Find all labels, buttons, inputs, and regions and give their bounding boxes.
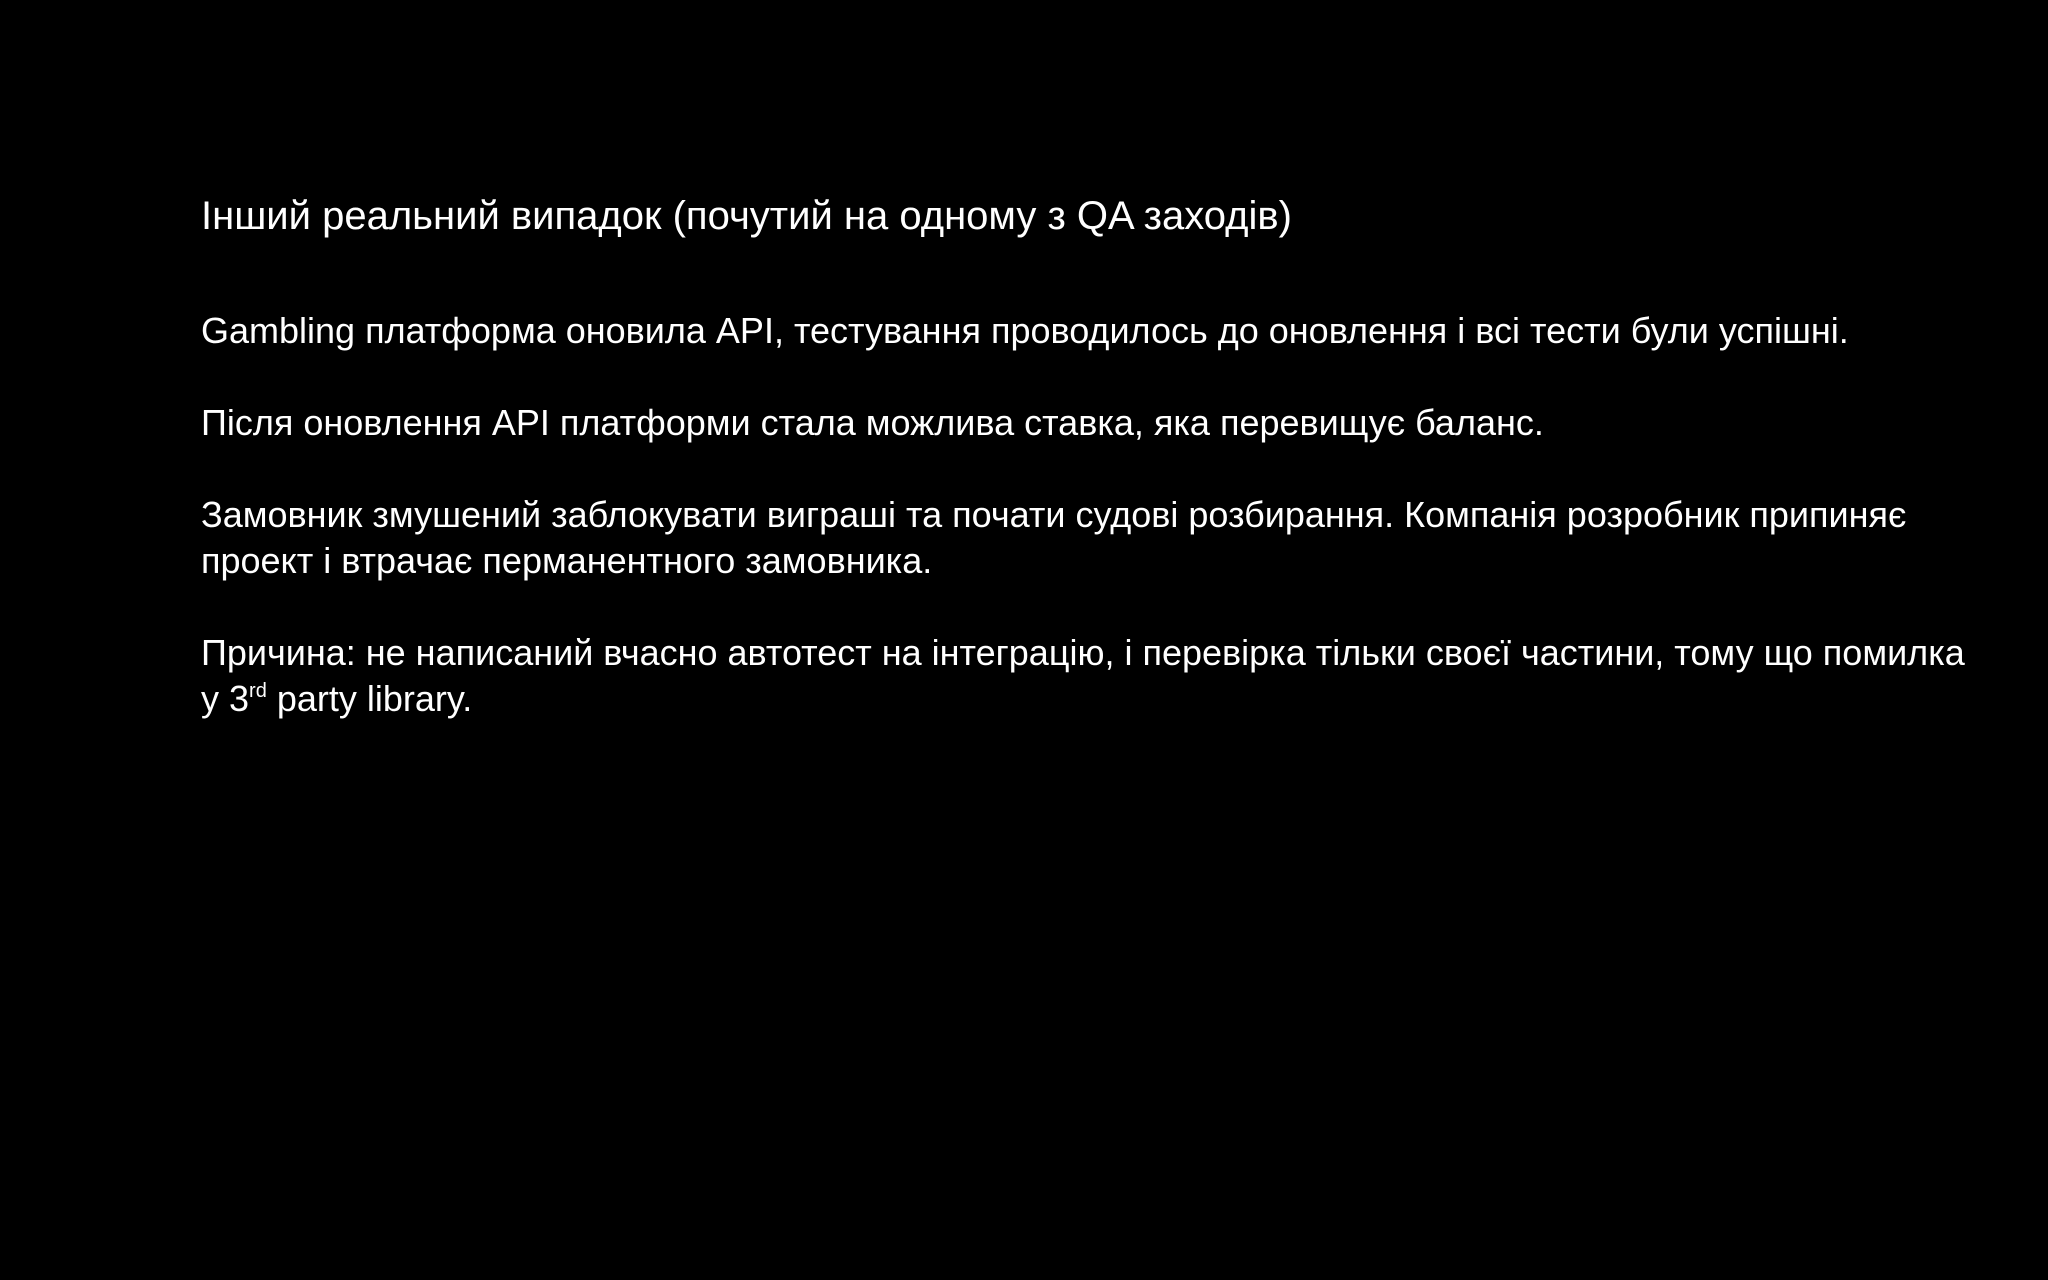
paragraph-bet-exceeds-balance: Після оновлення API платформи стала можлива ставка, яка перевищує баланс.: [201, 402, 1544, 443]
reason-text-end: party library.: [266, 678, 473, 719]
slide-title: Інший реальний випадок (почутий на одному з QA заходів): [201, 194, 1292, 238]
paragraph-reason: [201, 630, 1991, 722]
paragraph-api-update: Gambling платформа оновила API, тестування проводилось до оновлення і всі тести були успішні.: [201, 310, 1849, 351]
ordinal-superscript: rd: [249, 680, 267, 702]
paragraph-consequences: Замовник змушений заблокувати виграші та почати судові розбирання. Компанія розробник припиняє проект і втрачає перманентного замовника.: [201, 494, 1907, 581]
slide-body: [201, 308, 1991, 768]
reason-text: Причина: не написаний вчасно автотест на інтеграцію, і перевірка тільки своєї частини, тому що помилка у 3: [201, 632, 1965, 719]
